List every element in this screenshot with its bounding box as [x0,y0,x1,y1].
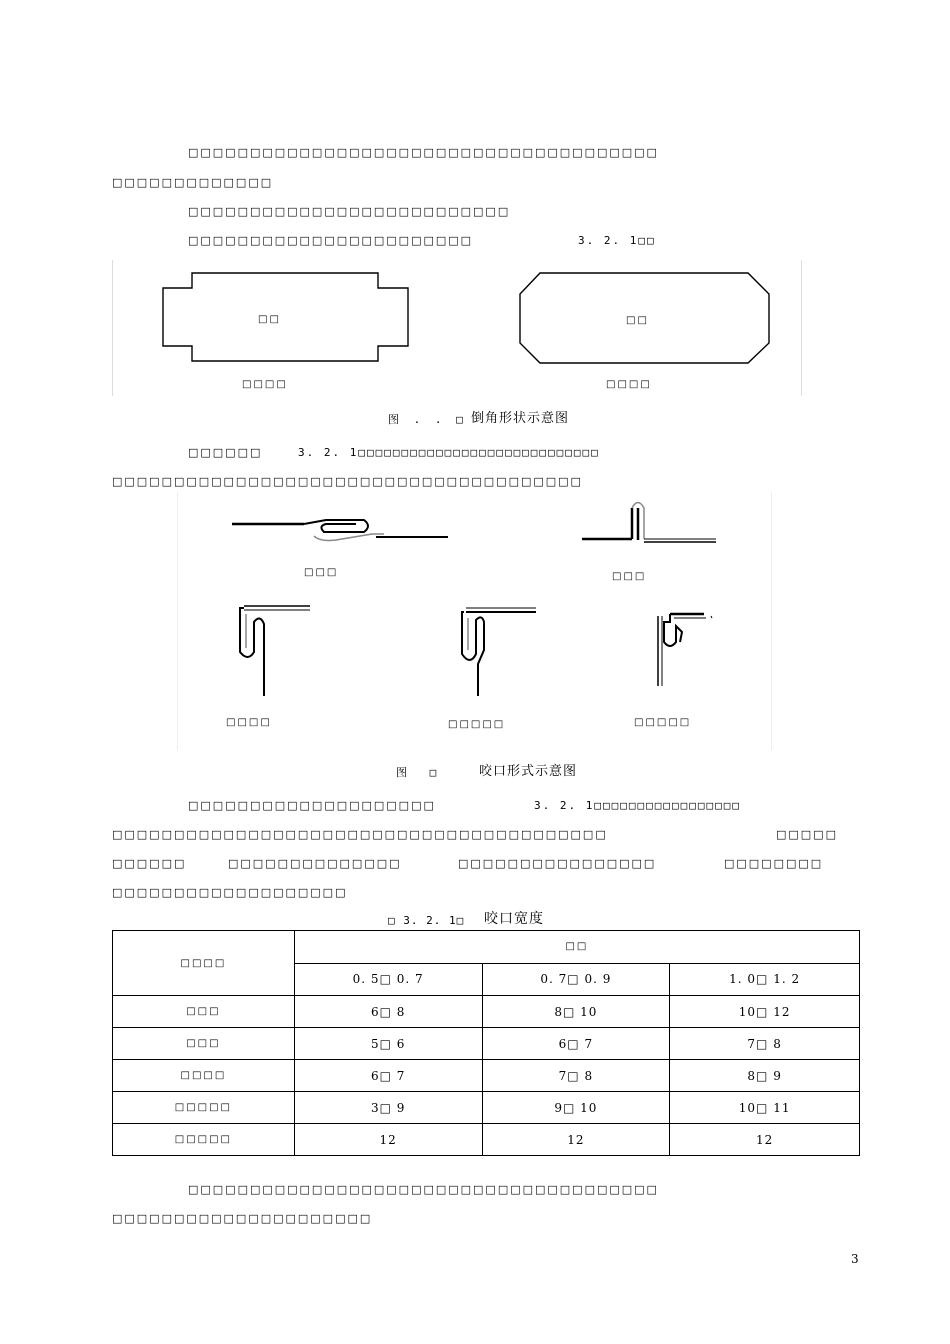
table-title-prefix: □ 3. 2. 1□ [388,914,465,927]
row-header-cell: □□□□ [113,931,295,996]
seam-2-label: □□□ [612,571,647,582]
seam-3-label: □□□□ [226,717,272,728]
paragraph-5-line-3-b: □□□□□□□□□□□□□□ [228,857,402,870]
table-cell: 9□ 10 [482,1092,670,1124]
paragraph-5-line-4: □□□□□□□□□□□□□□□□□□□ [112,886,348,899]
seam-4-label: □□□□□ [448,719,506,730]
shape1-label: □□□□ [242,379,288,390]
paragraph-5-line-3-c: □□□□□□□□□□□□□□□□ [458,857,657,870]
shape2-label: □□□□ [606,379,652,390]
shape2-center-label: □□ [626,315,649,326]
row-name: □□□□□ [113,1124,295,1156]
seam-1-label: □□□ [304,567,339,578]
paragraph-6-line-2: □□□□□□□□□□□□□□□□□□□□□ [112,1212,373,1225]
paragraph-4-line-2: □□□□□□□□□□□□□□□□□□□□□□□□□□□□□□□□□□□□□□ [112,475,583,488]
table-cell: 12 [294,1124,482,1156]
paragraph-2: □□□□□□□□□□□□□□□□□□□□□□□□□□ [188,205,511,218]
table-cell: 10□ 11 [670,1092,860,1124]
paragraph-5-right: 3. 2. 1□□□□□□□□□□□□□□□□□ [534,799,741,812]
figure1-caption: 倒角形状示意图 [471,411,570,426]
paragraph-4-right: 3. 2. 1□□□□□□□□□□□□□□□□□□□□□□□□□□□□ [298,446,600,459]
table-cell: 8□ 9 [670,1060,860,1092]
paragraph-5-line-3-d: □□□□□□□□ [724,857,824,870]
table-cell: 10□ 12 [670,996,860,1028]
table-row [113,1124,860,1156]
seam-4-drawing [462,608,536,696]
paragraph-4-left: □□□□□□ [188,446,263,459]
paragraph-5-line-3-a: □□□□□□ [112,857,187,870]
seam-width-table [112,930,860,1156]
row-name: □□□□□ [113,1092,295,1124]
paragraph-1-line-2: □□□□□□□□□□□□□ [112,176,274,189]
table-cell: 12 [482,1124,670,1156]
table-cell: 12 [670,1124,860,1156]
column-header: 0. 5□ 0. 7 [294,963,482,996]
table-row [113,1092,860,1124]
seam-2-drawing [582,503,716,543]
column-header: 1. 0□ 1. 2 [670,963,860,996]
table-cell: 8□ 10 [482,996,670,1028]
table-cell: 6□ 8 [294,996,482,1028]
table-title: 咬口宽度 [484,911,544,927]
page-number: 3 [851,1252,859,1266]
table-cell: 6□ 7 [482,1028,670,1060]
row-name: □□□□ [113,1060,295,1092]
table-cell: 7□ 8 [670,1028,860,1060]
paragraph-5-line-2-left: □□□□□□□□□□□□□□□□□□□□□□□□□□□□□□□□□□□□□□□□ [112,828,608,841]
column-header: 0. 7□ 0. 9 [482,963,670,996]
figure2-caption: 咬口形式示意图 [479,764,578,779]
notched-corner-shape [163,273,408,361]
paragraph-5-line-2-right: □□□□□ [776,828,838,841]
chamfer-figure [112,258,804,400]
table-row [113,996,860,1028]
paragraph-1-line-1: □□□□□□□□□□□□□□□□□□□□□□□□□□□□□□□□□□□□□□ [188,146,659,159]
row-name: □□□ [113,1028,295,1060]
table-cell: 6□ 7 [294,1060,482,1092]
paragraph-3-ref: 3. 2. 1□□ [578,234,656,247]
table-cell: 3□ 9 [294,1092,482,1124]
table-cell: 5□ 6 [294,1028,482,1060]
table-cell: 7□ 8 [482,1060,670,1092]
group-header-cell: □□ [294,931,859,964]
paragraph-5-left: □□□□□□□□□□□□□□□□□□□□ [188,799,436,812]
figure2-caption-prefix: 图 □ [396,766,445,779]
shape1-center-label: □□ [258,314,281,325]
seam-5-label: □□□□□ [634,717,692,728]
row-name: □□□ [113,996,295,1028]
table-row [113,1028,860,1060]
paragraph-3-left: □□□□□□□□□□□□□□□□□□□□□□□ [188,234,474,247]
table-header-row [113,931,860,964]
seam-1-drawing [232,520,448,541]
seam-3-drawing [240,606,310,696]
figure1-caption-prefix: 图 . . □ [388,413,467,426]
seam-5-drawing [658,614,712,686]
paragraph-6-line-1: □□□□□□□□□□□□□□□□□□□□□□□□□□□□□□□□□□□□□□ [188,1183,659,1196]
table-row [113,1060,860,1092]
seam-figure [176,492,774,752]
